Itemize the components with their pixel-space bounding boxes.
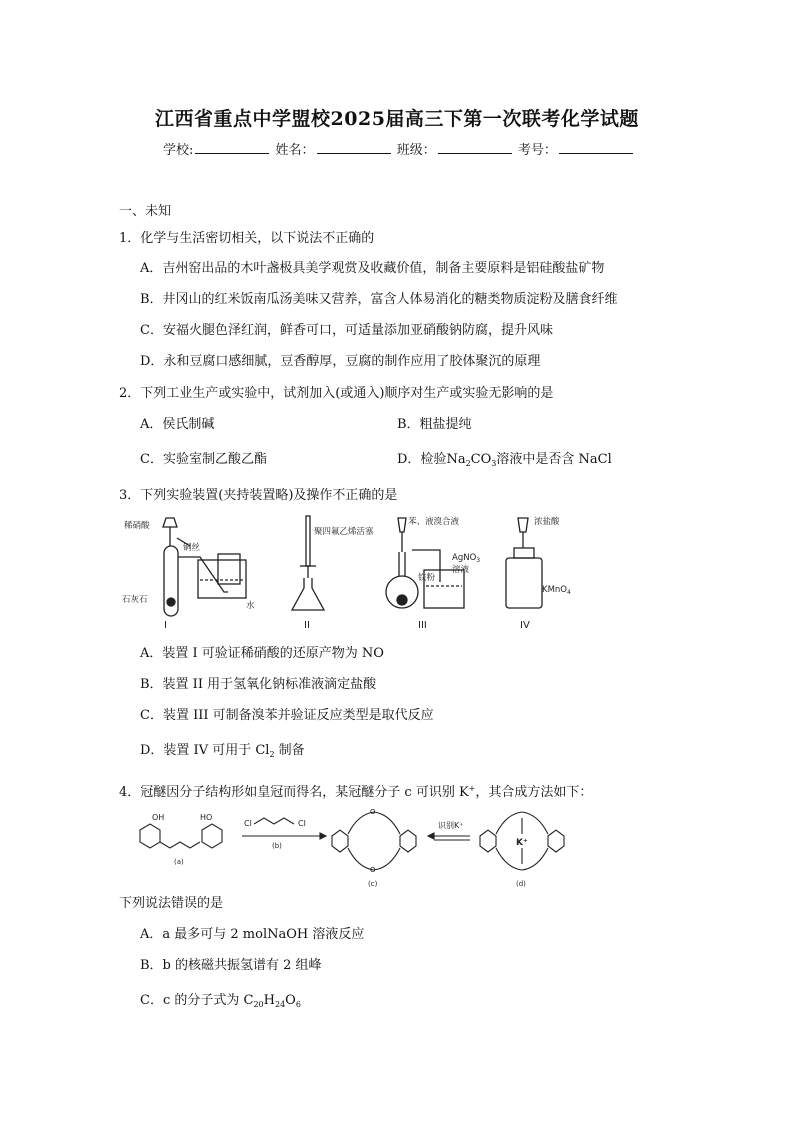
svg-text:(d): (d) (516, 880, 526, 888)
section-heading: 一、未知 (119, 204, 172, 219)
label-apparatus-iv: IV (520, 620, 530, 631)
svg-text:识别K⁺: 识别K⁺ (438, 821, 464, 830)
svg-text:Cl: Cl (244, 819, 252, 828)
q3-stem: 3．下列实验装置(夹持装置略)及操作不正确的是 (119, 488, 398, 503)
svg-text:(a): (a) (174, 858, 184, 866)
svg-text:(c): (c) (368, 880, 378, 888)
svg-text:HO: HO (200, 813, 213, 822)
class-blank[interactable] (438, 141, 512, 154)
q2-stem: 2．下列工业生产或实验中，试剂加入(或通入)顺序对生产或实验无影响的是 (119, 386, 554, 401)
q1-option-a: A．吉州窑出品的木叶盏极具美学观赏及收藏价值，制备主要原料是铝硅酸盐矿物 (140, 261, 605, 276)
q2-option-d: D．检验$Na_2CO_3$溶液中是否含 NaCl (397, 452, 612, 468)
apparatus-ii (292, 516, 374, 631)
q1-stem: 1．化学与生活密切相关，以下说法不正确的 (119, 231, 375, 246)
q3-option-a: A．装置 I 可验证稀硝酸的还原产物为 NO (140, 646, 384, 661)
q4-sub-stem: 下列说法错误的是 (119, 896, 224, 911)
exam-number-blank[interactable] (559, 141, 633, 154)
q3-option-d: D．装置 IV 可用于 $Cl_2$ 制备 (140, 743, 305, 759)
q3-option-c: C．装置 III 可制备溴苯并验证反应类型是取代反应 (140, 708, 434, 723)
label-silver-nitrate: AgNO$_3$ (452, 553, 481, 564)
reagent-b-arrow (242, 818, 326, 850)
q3-option-b: B．装置 II 用于氢氧化钠标准液滴定盐酸 (140, 677, 377, 692)
complex-d (480, 812, 564, 888)
label-conc-hcl: 浓盐酸 (534, 517, 560, 527)
apparatus-iii (386, 516, 480, 631)
q1-option-b: B．井冈山的红米饭南瓜汤美味又营养，富含人体易消化的糖类物质淀粉及膳食纤维 (140, 292, 618, 307)
label-dilute-nitric-acid: 稀硝酸 (124, 521, 150, 531)
label-solution: 溶液 (452, 565, 470, 575)
label-kmno4: KMnO$_4$ (542, 585, 571, 596)
q2-option-a: A．侯氏制碱 (140, 417, 215, 432)
label-ptfe-stopcock: 聚四氟乙烯活塞 (314, 527, 374, 537)
label-apparatus-ii: II (304, 620, 310, 631)
svg-text:O: O (370, 808, 376, 816)
label-apparatus-iii: III (418, 620, 427, 631)
label-limestone: 石灰石 (122, 595, 148, 605)
iron-powder-deposit (397, 595, 407, 605)
q4-option-c: C．c 的分子式为 $C_{20}H_{24}O_6$ (140, 993, 301, 1009)
apparatus-i (122, 518, 255, 631)
svg-text:Cl: Cl (298, 819, 306, 828)
q4-option-b: B．b 的核磁共振氢谱有 2 组峰 (140, 958, 322, 973)
recognition-arrow (428, 820, 470, 840)
apparatus-figure (120, 512, 590, 632)
svg-text:O: O (370, 866, 376, 874)
q2-option-c: C．实验室制乙酸乙酯 (140, 452, 267, 467)
compound-a (140, 813, 222, 866)
q1-option-d: D．永和豆腐口感细腻，豆香醇厚，豆腐的制作应用了胶体聚沉的原理 (140, 354, 541, 369)
page-title: 江西省重点中学盟校2025届高三下第一次联考化学试题 (155, 108, 639, 130)
label-apparatus-i: I (164, 620, 167, 631)
class-label: 班级： (396, 143, 436, 158)
compound-c-crown-ether (332, 808, 416, 888)
apparatus-iv (506, 516, 571, 631)
name-label: 姓名： (275, 143, 315, 158)
name-blank[interactable] (317, 141, 391, 154)
exam-number-label: 考号： (517, 143, 557, 158)
q1-option-c: C．安福火腿色泽红润，鲜香可口，可适量添加亚硝酸钠防腐，提升风味 (140, 323, 553, 338)
school-label: 学校: (163, 143, 194, 158)
q4-stem: 4．冠醚因分子结构形如皇冠而得名，某冠醚分子 c 可识别 K+，其合成方法如下： (119, 784, 593, 800)
label-benzene-bromine: 苯、液溴合液 (408, 517, 460, 527)
label-water: 水 (246, 601, 255, 611)
label-iron-powder: 铁粉 (418, 573, 436, 583)
label-copper-wire: 铜丝 (183, 543, 201, 553)
q2-option-b: B．粗盐提纯 (397, 417, 472, 432)
svg-text:(b): (b) (272, 842, 282, 850)
svg-text:OH: OH (152, 813, 165, 822)
crown-ether-synthesis-scheme (120, 806, 600, 888)
school-blank[interactable] (195, 141, 269, 154)
svg-text:K⁺: K⁺ (516, 838, 528, 848)
limestone-lump (167, 598, 175, 606)
q4-option-a: A．a 最多可与 2 molNaOH 溶液反应 (140, 927, 365, 942)
student-info-line (163, 139, 635, 158)
